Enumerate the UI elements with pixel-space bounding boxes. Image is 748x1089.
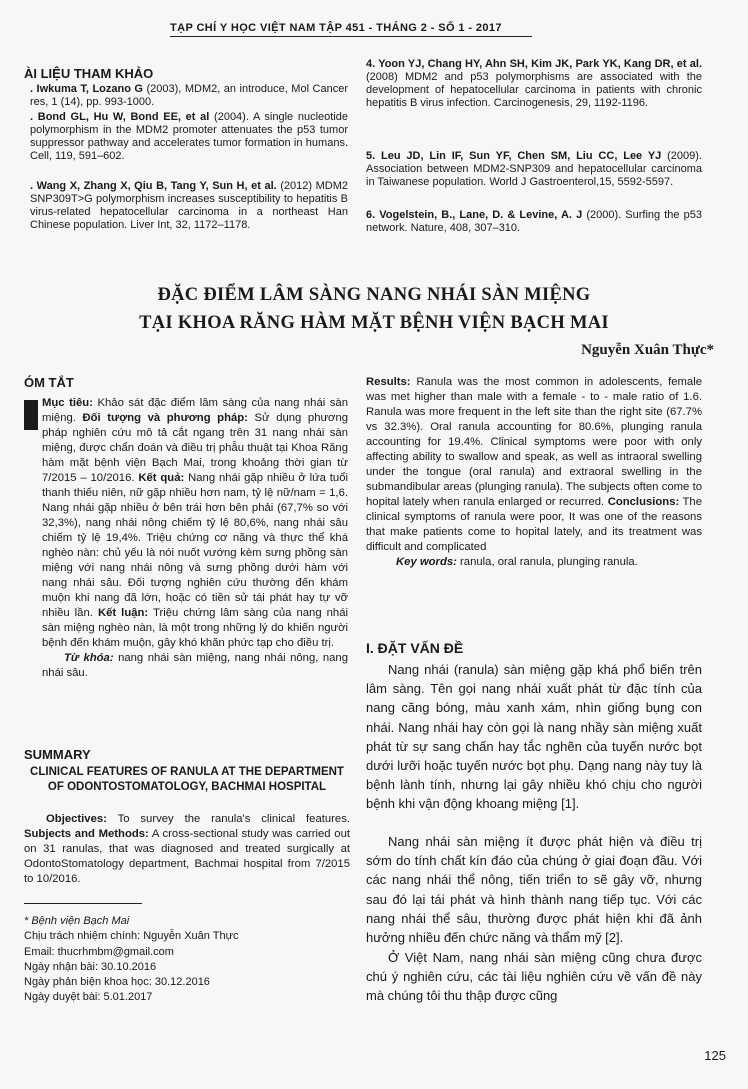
abstract-vi-heading: ÓM TẮT xyxy=(24,375,74,390)
page-number: 125 xyxy=(704,1048,726,1063)
footnote-reviewed: Ngày phản biện khoa học: 30.12.2016 xyxy=(24,976,210,989)
summary-label: Objectives: xyxy=(46,813,107,825)
reference-authors: 6. Vogelstein, B., Lane, D. & Levine, A. J xyxy=(366,209,583,221)
summary-segment: Ranula was the most common in adolescents, female was met higher than male with a female - to - male ratio of 1.6. Ranula was more frequent in the left site than the right site (67.7% vs 32.3%). Oral ranula accounting for 80.6%, plunging ranula accounting for 19.4%. Clinical symptoms were poor with only affecting ability to swallow and speak, as well as intraoral swelling under the tongue (oral ranula) and extraoral swelling in the submandibular areas (plunging ranula). The subjects often come to hopital lately when ranula enlarged or recurred. xyxy=(366,376,702,508)
reference-authors: 4. Yoon YJ, Chang HY, Ahn SH, Kim JK, Park YK, Kang DR, et al. xyxy=(366,58,702,70)
reference-authors: . Iwkuma T, Lozano G xyxy=(30,83,143,95)
article-title-line-1: ĐẶC ĐIỂM LÂM SÀNG NANG NHÁI SÀN MIỆNG xyxy=(157,285,591,305)
footnote-affiliation: * Bệnh viện Bạch Mai xyxy=(24,915,130,927)
intro-heading: I. ĐẶT VẤN ĐỀ xyxy=(366,640,464,656)
keywords-vi: nang nhái sàn miệng, nang nhái nông, nang nhái sâu. xyxy=(42,652,348,679)
summary-label: Conclusions: xyxy=(607,496,680,508)
reference-text: (2003), MDM2, an introduce, Mol Cancer res, 1 (14), pp. 993-1000. xyxy=(30,83,348,108)
summary-segment: A cross-sectional study was carried out on 31 ranulas, that was diagnosed and treated surgically at OdontoStomatology department, Bachmai hospital from 7/2015 to 10/2016. xyxy=(24,828,350,885)
abstract-vi-label: Kết quả: xyxy=(138,472,185,484)
summary-segment: The clinical symptoms of ranula were poor, It was one of the reasons that make patients come to hopital lately, and its treatment was difficult and complicated xyxy=(366,496,702,553)
footnote-responsible: Chịu trách nhiệm chính: Nguyễn Xuân Thực xyxy=(24,930,239,943)
reference-text: (2009). Association between MDM2-SNP309 and hepatocellular carcinoma in Taiwanese population. World J Gastroenterol,15, 5592-5597. xyxy=(366,150,702,188)
summary-text-part-2 xyxy=(366,375,702,570)
abstract-vi-label: Kết luận: xyxy=(97,607,149,619)
reference-item xyxy=(30,111,348,163)
keywords-vi-label: Từ khóa: xyxy=(64,652,114,664)
abstract-vi-segment: Triệu chứng lâm sàng của nang nhái sàn miệng nghèo nàn, là một trong những lý do khiến người bệnh đến khám muộn, gây khó khăn phức tạp cho điều trị. xyxy=(42,607,348,649)
article-author: Nguyễn Xuân Thực* xyxy=(581,342,714,358)
abstract-vi-segment: Khảo sát đặc điểm lâm sàng của nang nhái sàn miệng. xyxy=(42,397,348,424)
abstract-vi-label: Đối tượng và phương pháp: xyxy=(82,412,248,424)
summary-title: CLINICAL FEATURES OF RANULA AT THE DEPARTMENT OF ODONTOSTOMATOLOGY, BACHMAI HOSPITAL xyxy=(30,766,344,793)
abstract-vi-label: Mục tiêu: xyxy=(42,397,93,409)
reference-text: (2012) MDM2 SNP309T>G polymorphism increases susceptibility to hepatitis B virus-related hepatocellular carcinoma in a northeast Han Chinese population. Liver Int, 32, 1172–1178. xyxy=(30,180,348,231)
article-title-line-2: TẠI KHOA RĂNG HÀM MẶT BỆNH VIỆN BẠCH MAI xyxy=(139,313,609,333)
reference-authors: . Bond GL, Hu W, Bond EE, et al xyxy=(30,111,210,123)
intro-paragraph-2: Nang nhái sàn miệng ít được phát hiện và điều trị sớm do tính chất kín đáo của chúng ở giai đoạn đầu. Với các nang nhái thể nông, tiến triển to sẽ gây vỡ, nhưng sau đó lại tái phát và hình thành nang tiếp tục. Với các nang nhái thể sâu, thường được phát hiện khi đã ảnh hưởng nhiều đến chức năng và thẩm mỹ [2]. xyxy=(366,834,702,946)
summary-segment: To survey the ranula's clinical features. xyxy=(106,813,350,825)
footnote-rule xyxy=(24,903,142,904)
reference-authors: . Wang X, Zhang X, Qiu B, Tang Y, Sun H, et al. xyxy=(30,180,277,192)
reference-item xyxy=(366,209,702,235)
keywords-en: ranula, oral ranula, plunging ranula. xyxy=(456,556,638,568)
keywords-en-label: Key words: xyxy=(396,556,457,568)
running-head: TẠP CHÍ Y HỌC VIỆT NAM TẬP 451 - THÁNG 2 - SỐ 1 - 2017 xyxy=(170,22,502,34)
reference-item xyxy=(366,150,702,189)
summary-label: Results: xyxy=(366,376,411,388)
intro-paragraph-3: Ở Việt Nam, nang nhái sàn miệng cũng chưa được chú ý nghiên cứu, các tài liệu nghiên cứu về vấn đề này mà chúng tôi thu thập được cũng xyxy=(366,950,702,1004)
abstract-vi-segment: Nang nhái gặp nhiều ở lứa tuổi thanh thiếu niên, nữ gặp nhiều hơn nam, tỷ lệ nữ/nam = 1,6. Nang nhái gặp nhiều ở bên trái hơn bên phải (67,7% so với 32,3%), nang nhái nông chiếm tỷ lệ 80,6%, nang nhái sâu chiếm tỷ lệ 19,4%. Triệu chứng cơ năng và thực thể khá nghèo nàn: chủ yếu là nói nuốt vướng kèm sưng phồng sàn miệng với nang nhái nông và sưng phồng dưới hàm với nang nhái sâu. Đối tượng nghiên cứu thường đến khám muộn khi nang đã lớn, hoặc có tiền sử tái phát hay tự vỡ nhiều lần. xyxy=(42,472,348,619)
reference-text: (2008) MDM2 and p53 polymorphisms are associated with the development of hepatocellular carcinoma in patients with chronic hepatitis B virus infection. Carcinogenesis, 29, 1192-1196. xyxy=(366,71,702,109)
reference-item xyxy=(30,83,348,109)
footnote-approved: Ngày duyệt bài: 5.01.2017 xyxy=(24,991,153,1004)
summary-text-part-1 xyxy=(24,812,350,887)
intro-paragraph-1: Nang nhái (ranula) sàn miệng gặp khá phổ biến trên lâm sàng. Tên gọi nang nhái xuất phát từ đặc tính của nang căng bóng, màu xanh xám, nhìn giống bụng con nhái. Nang nhái hay còn gọi là nang nhầy sàn miệng xuất phát từ sự sang chấn hay tắc nghẽn của tuyến nước bọt dưới lưỡi hoặc tuyến nước bọt phụ. Dạng nang này tuy là bệnh lành tính, nhưng lại gây nhiều khó chịu cho người bệnh khi vận động khoang miệng [1]. xyxy=(366,662,702,812)
header-rule xyxy=(170,36,532,37)
scan-margin-mark xyxy=(24,400,38,430)
reference-text: (2000). Surfing the p53 network. Nature, 408, 307–310. xyxy=(366,209,702,234)
reference-text: (2004). A single nucleotide polymorphism in the MDM2 promoter attenuates the p53 tumor suppressor pathway and accelerates tumor formation in humans. Cell, 119, 591–602. xyxy=(30,111,348,162)
summary-heading: SUMMARY xyxy=(24,747,91,762)
abstract-vi-segment: Sử dụng phương pháp nghiên cứu mô tả cắt ngang trên 31 nang nhái sàn miệng, được chẩn đoán và điều trị phẫu thuật tại Khoa Răng hàm mặt bệnh viện Bạch Mai, trong khoảng thời gian từ 7/2015 – 10/2016. xyxy=(42,412,349,484)
reference-authors: 5. Leu JD, Lin IF, Sun YF, Chen SM, Liu CC, Lee YJ xyxy=(366,150,662,162)
reference-item xyxy=(366,58,702,110)
footnote-email: Email: thucrhmbm@gmail.com xyxy=(24,945,174,958)
references-heading: ÀI LIỆU THAM KHẢO xyxy=(24,66,154,81)
reference-item xyxy=(30,180,348,232)
summary-label: Subjects and Methods: xyxy=(24,828,149,840)
abstract-vi-text xyxy=(42,396,348,681)
footnote xyxy=(24,914,238,1006)
footnote-received: Ngày nhận bài: 30.10.2016 xyxy=(24,960,157,973)
